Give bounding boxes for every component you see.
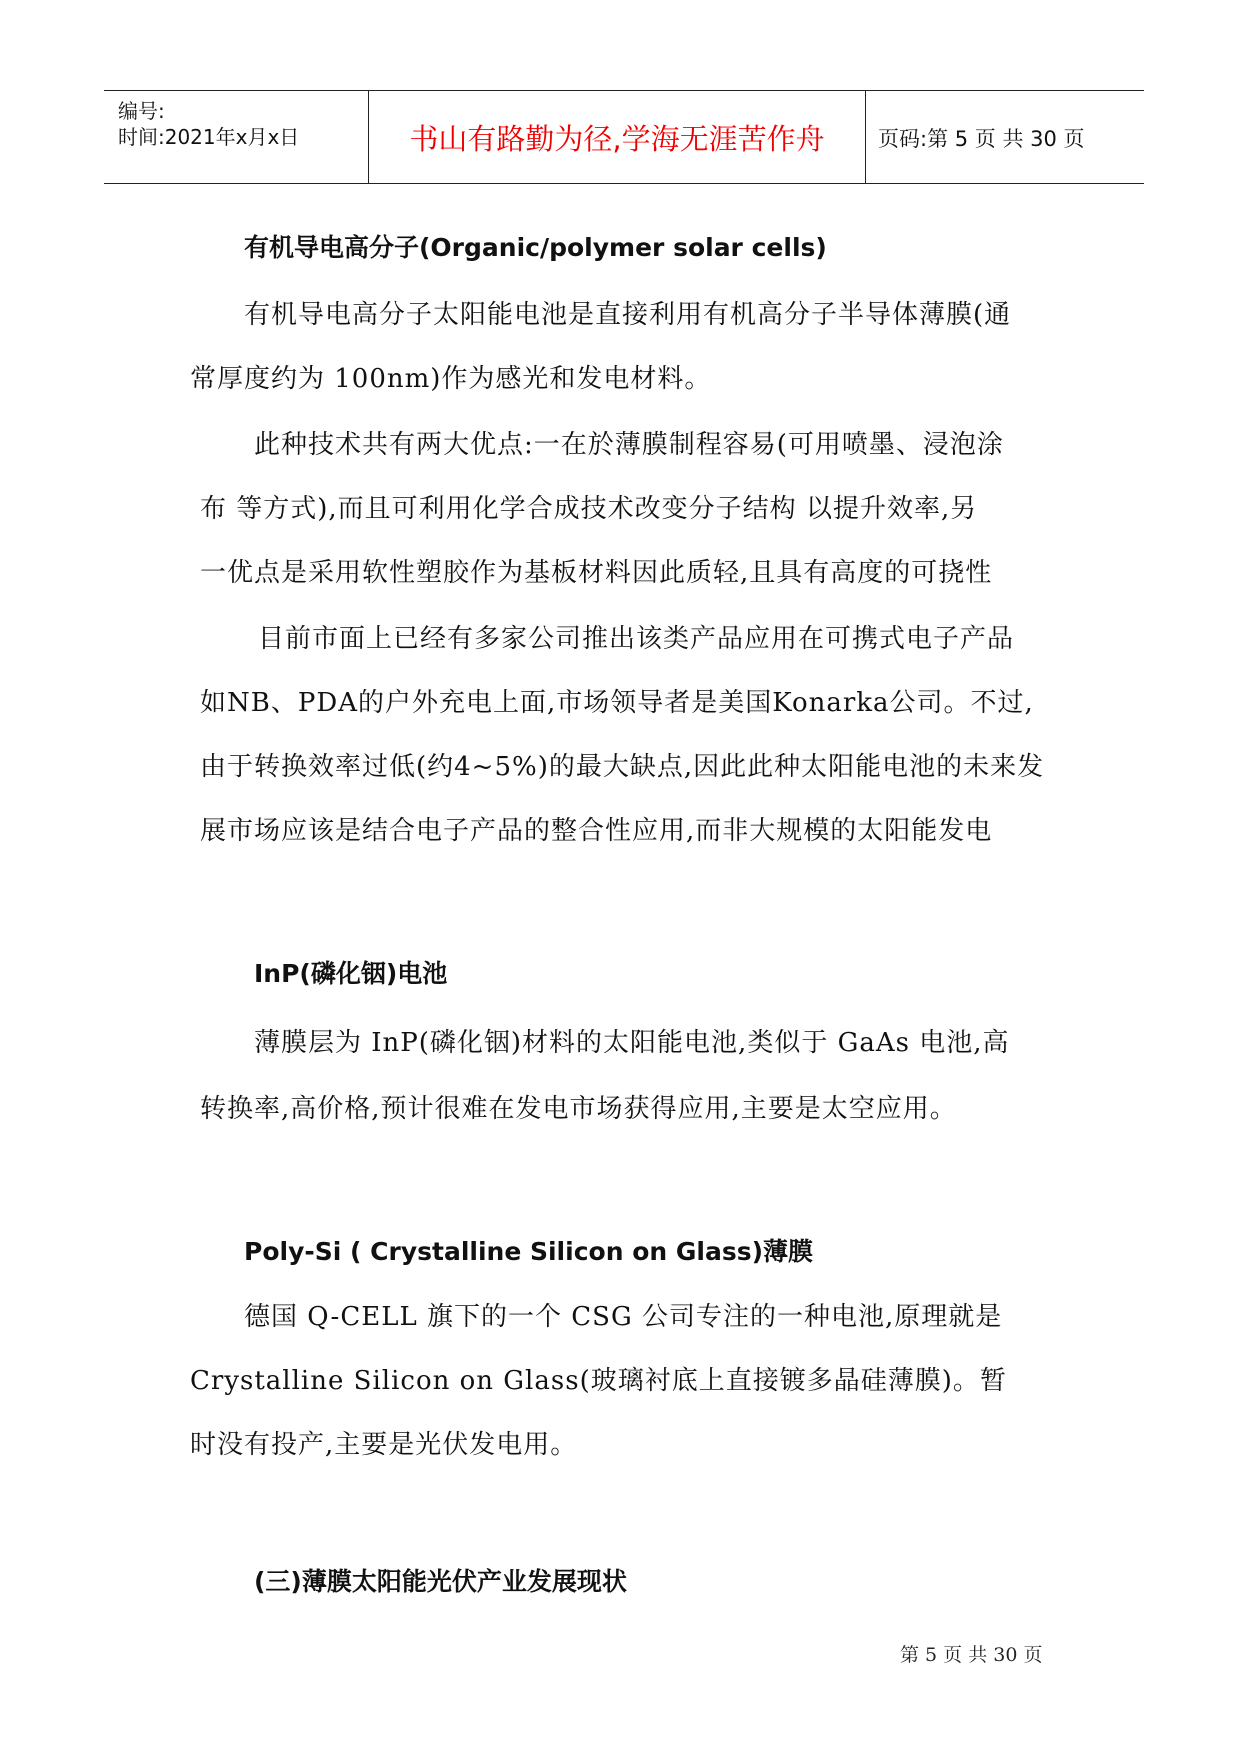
paragraph-line: 薄膜层为 InP(磷化铟)材料的太阳能电池,类似于 GaAs 电池,高 xyxy=(254,1028,1010,1058)
paragraph-line: 目前市面上已经有多家公司推出该类产品应用在可携式电子产品 xyxy=(258,624,1015,654)
paragraph-line: 此种技术共有两大优点:一在於薄膜制程容易(可用喷墨、浸泡涂 xyxy=(254,430,1004,460)
header-motto: 书山有路勤为径,学海无涯苦作舟 xyxy=(409,122,825,156)
paragraph-line: Crystalline Silicon on Glass(玻璃衬底上直接镀多晶硅薄膜)。暂 xyxy=(190,1366,1007,1396)
paragraph-line: 有机导电高分子太阳能电池是直接利用有机高分子半导体薄膜(通 xyxy=(244,300,1012,330)
section-heading-inp: InP(磷化铟)电池 xyxy=(254,959,448,988)
header-motto-cell xyxy=(369,91,866,183)
page-footer: 第 5 页 共 30 页 xyxy=(900,1644,1043,1666)
header-time-label: 时间:2021年x月x日 xyxy=(118,125,300,149)
header-info-cell xyxy=(104,91,369,183)
paragraph-line: 一优点是采用软性塑胶作为基板材料因此质轻,且具有高度的可挠性 xyxy=(200,558,993,588)
section-heading-industry: (三)薄膜太阳能光伏产业发展现状 xyxy=(254,1567,627,1596)
header-page-cell xyxy=(866,91,1144,183)
header-number-label: 编号: xyxy=(118,99,165,123)
paragraph-line: 转换率,高价格,预计很难在发电市场获得应用,主要是太空应用。 xyxy=(200,1094,957,1124)
section-heading-organic: 有机导电高分子(Organic/polymer solar cells) xyxy=(244,233,827,262)
header-page-code: 页码:第 5 页 共 30 页 xyxy=(878,127,1085,151)
paragraph-line: 常厚度约为 100nm)作为感光和发电材料。 xyxy=(190,364,712,394)
paragraph-line: 由于转换效率过低(约4~5%)的最大缺点,因此此种太阳能电池的未来发 xyxy=(200,752,1045,782)
page-header xyxy=(104,90,1144,184)
paragraph-line: 时没有投产,主要是光伏发电用。 xyxy=(190,1430,578,1460)
section-heading-polysi: Poly-Si ( Crystalline Silicon on Glass)薄膜 xyxy=(244,1237,814,1266)
paragraph-line: 展市场应该是结合电子产品的整合性应用,而非大规模的太阳能发电 xyxy=(200,816,993,846)
paragraph-line: 德国 Q-CELL 旗下的一个 CSG 公司专注的一种电池,原理就是 xyxy=(244,1302,1003,1332)
paragraph-line: 布 等方式),而且可利用化学合成技术改变分子结构 以提升效率,另 xyxy=(200,494,978,524)
paragraph-line: 如NB、PDA的户外充电上面,市场领导者是美国Konarka公司。不过, xyxy=(200,688,1034,718)
